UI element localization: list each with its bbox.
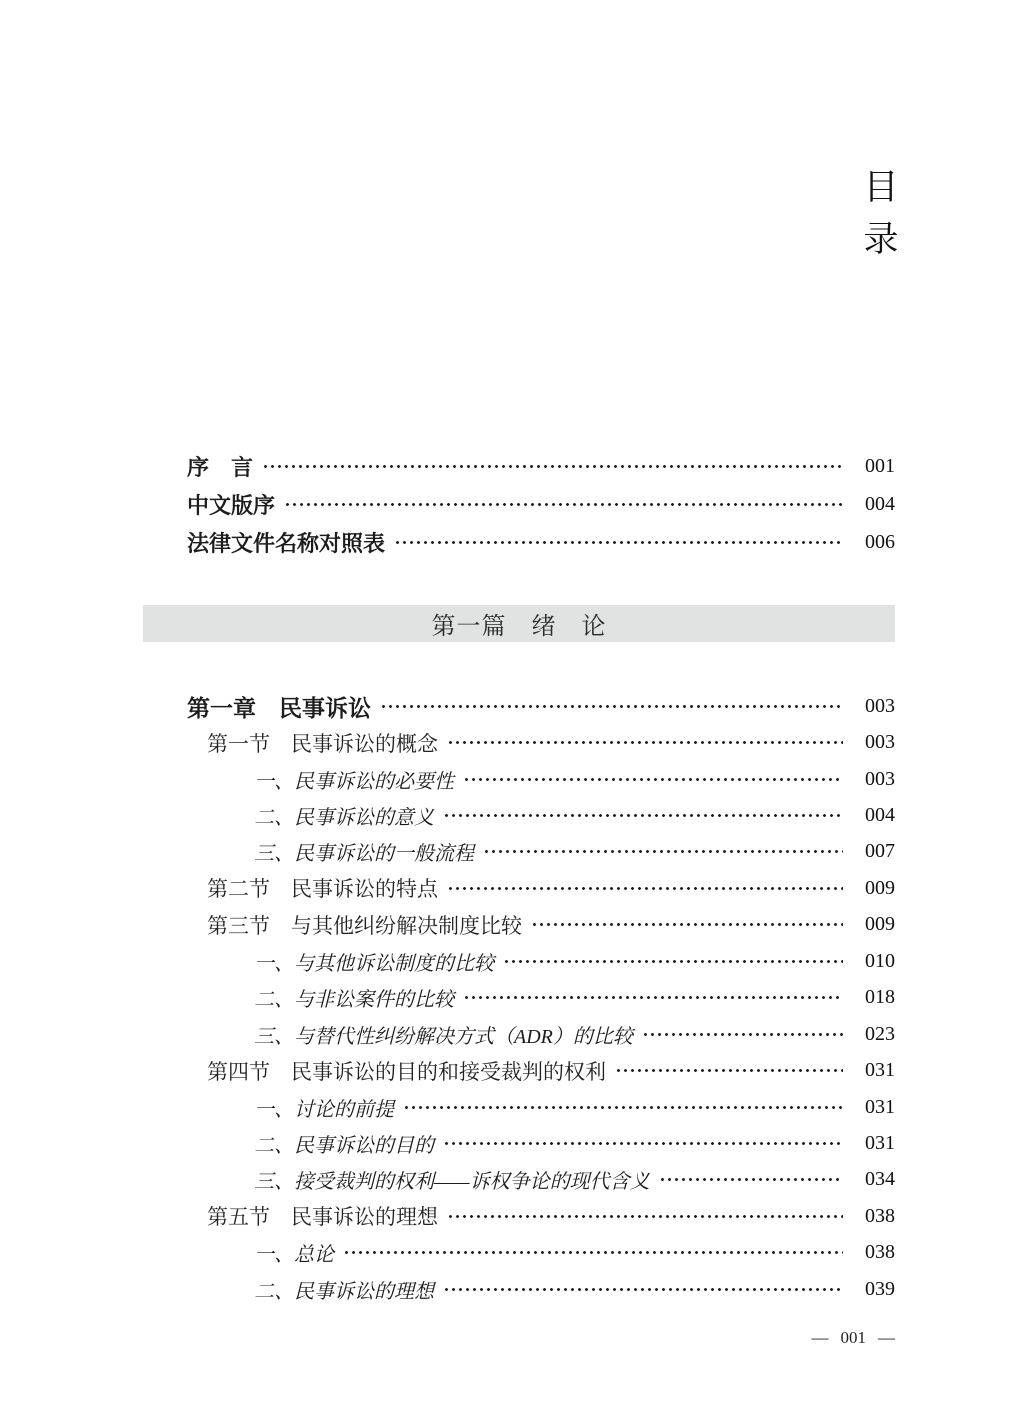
toc-entry-page: 009 bbox=[865, 913, 895, 936]
main-toc-list bbox=[143, 688, 895, 1307]
dot-leader bbox=[263, 464, 843, 469]
dot-leader bbox=[381, 704, 843, 709]
toc-entry-title: 第二节 民事诉讼的特点 bbox=[207, 878, 438, 902]
toc-entry-page: 031 bbox=[865, 1059, 895, 1082]
page-footer bbox=[812, 1328, 896, 1348]
toc-row bbox=[143, 761, 895, 797]
toc-row bbox=[143, 523, 895, 561]
dot-leader bbox=[532, 922, 843, 927]
toc-entry-page: 038 bbox=[865, 1204, 895, 1227]
toc-entry-page: 039 bbox=[865, 1277, 895, 1300]
toc-entry-title: 第一节 民事诉讼的概念 bbox=[207, 732, 438, 756]
toc-entry-page: 003 bbox=[865, 731, 895, 754]
toc-row bbox=[143, 870, 895, 906]
toc-entry-page: 031 bbox=[865, 1131, 895, 1154]
toc-row bbox=[143, 1125, 895, 1161]
toc-entry-title: 三、与替代性纠纷解决方式（ADR）的比较 bbox=[254, 1025, 633, 1048]
toc-entry-page: 004 bbox=[865, 804, 895, 827]
toc-entry-title: 第三节 与其他纠纷解决制度比较 bbox=[207, 914, 522, 938]
toc-entry-title: 第四节 民事诉讼的目的和接受裁判的权利 bbox=[207, 1060, 606, 1084]
toc-entry-title: 中文版序 bbox=[187, 492, 276, 518]
toc-entry-page: 006 bbox=[865, 530, 895, 553]
toc-entry-page: 031 bbox=[865, 1095, 895, 1118]
toc-row bbox=[143, 688, 895, 724]
footer-dash-left: — bbox=[811, 1328, 829, 1347]
part-banner bbox=[143, 605, 895, 642]
toc-row bbox=[143, 943, 895, 979]
toc-row bbox=[143, 724, 895, 760]
toc-entry-title: 二、民事诉讼的理想 bbox=[254, 1280, 434, 1303]
book-toc-title bbox=[858, 170, 904, 257]
dot-leader bbox=[404, 1105, 843, 1110]
dot-leader bbox=[484, 849, 843, 854]
toc-row bbox=[143, 834, 895, 870]
toc-entry-title: 一、讨论的前提 bbox=[254, 1098, 394, 1121]
dot-leader bbox=[616, 1068, 843, 1073]
dot-leader bbox=[285, 502, 843, 507]
toc-entry-page: 034 bbox=[865, 1168, 895, 1191]
footer-page-number: 001 bbox=[840, 1328, 866, 1347]
dot-leader bbox=[444, 1287, 843, 1292]
part-banner-label: 第一篇 绪 论 bbox=[431, 613, 607, 640]
toc-entry-title: 二、民事诉讼的意义 bbox=[254, 807, 434, 830]
toc-row bbox=[143, 1162, 895, 1198]
front-matter-list bbox=[143, 447, 895, 561]
toc-row bbox=[143, 1235, 895, 1271]
toc-entry-title: 第一章 民事诉讼 bbox=[187, 694, 371, 721]
dot-leader bbox=[448, 740, 843, 745]
toc-entry-title: 一、民事诉讼的必要性 bbox=[254, 770, 454, 793]
footer-dash-right: — bbox=[878, 1328, 895, 1347]
dot-leader bbox=[444, 813, 843, 818]
dot-leader bbox=[395, 540, 843, 545]
toc-row bbox=[143, 1198, 895, 1234]
toc-entry-title: 一、总论 bbox=[254, 1244, 334, 1267]
toc-row bbox=[143, 1089, 895, 1125]
toc-entry-title: 一、与其他诉讼制度的比较 bbox=[254, 952, 494, 975]
toc-entry-page: 007 bbox=[865, 840, 895, 863]
toc-entry-page: 003 bbox=[865, 767, 895, 790]
toc-entry-page: 003 bbox=[865, 694, 895, 717]
toc-entry-title: 三、接受裁判的权利——诉权争论的现代含义 bbox=[254, 1171, 650, 1194]
toc-row bbox=[143, 980, 895, 1016]
toc-entry-title: 法律文件名称对照表 bbox=[187, 530, 386, 556]
toc-entry-title: 二、与非讼案件的比较 bbox=[254, 989, 454, 1012]
toc-entry-title: 第五节 民事诉讼的理想 bbox=[207, 1206, 438, 1230]
dot-leader bbox=[660, 1177, 843, 1182]
toc-entry-page: 038 bbox=[865, 1241, 895, 1264]
toc-entry-title: 序 言 bbox=[187, 454, 254, 480]
toc-entry-page: 004 bbox=[865, 492, 895, 515]
dot-leader bbox=[464, 995, 843, 1000]
dot-leader bbox=[448, 1214, 843, 1219]
toc-row bbox=[143, 1016, 895, 1052]
dot-leader bbox=[448, 886, 843, 891]
toc-row bbox=[143, 447, 895, 485]
dot-leader bbox=[643, 1032, 843, 1037]
toc-row bbox=[143, 485, 895, 523]
dot-leader bbox=[344, 1250, 843, 1255]
dot-leader bbox=[464, 777, 843, 782]
dot-leader bbox=[444, 1141, 843, 1146]
toc-entry-title: 三、民事诉讼的一般流程 bbox=[254, 843, 474, 866]
toc-title-char-1: 目 bbox=[863, 168, 899, 207]
toc-title-char-2: 录 bbox=[863, 220, 899, 259]
toc-entry-page: 018 bbox=[865, 986, 895, 1009]
toc-row bbox=[143, 1052, 895, 1088]
toc-entry-title: 二、民事诉讼的目的 bbox=[254, 1134, 434, 1157]
toc-entry-page: 010 bbox=[865, 949, 895, 972]
dot-leader bbox=[504, 959, 843, 964]
toc-row bbox=[143, 907, 895, 943]
toc-entry-page: 023 bbox=[865, 1022, 895, 1045]
toc-entry-page: 009 bbox=[865, 876, 895, 899]
toc-entry-page: 001 bbox=[865, 454, 895, 477]
toc-row bbox=[143, 797, 895, 833]
toc-row bbox=[143, 1271, 895, 1307]
